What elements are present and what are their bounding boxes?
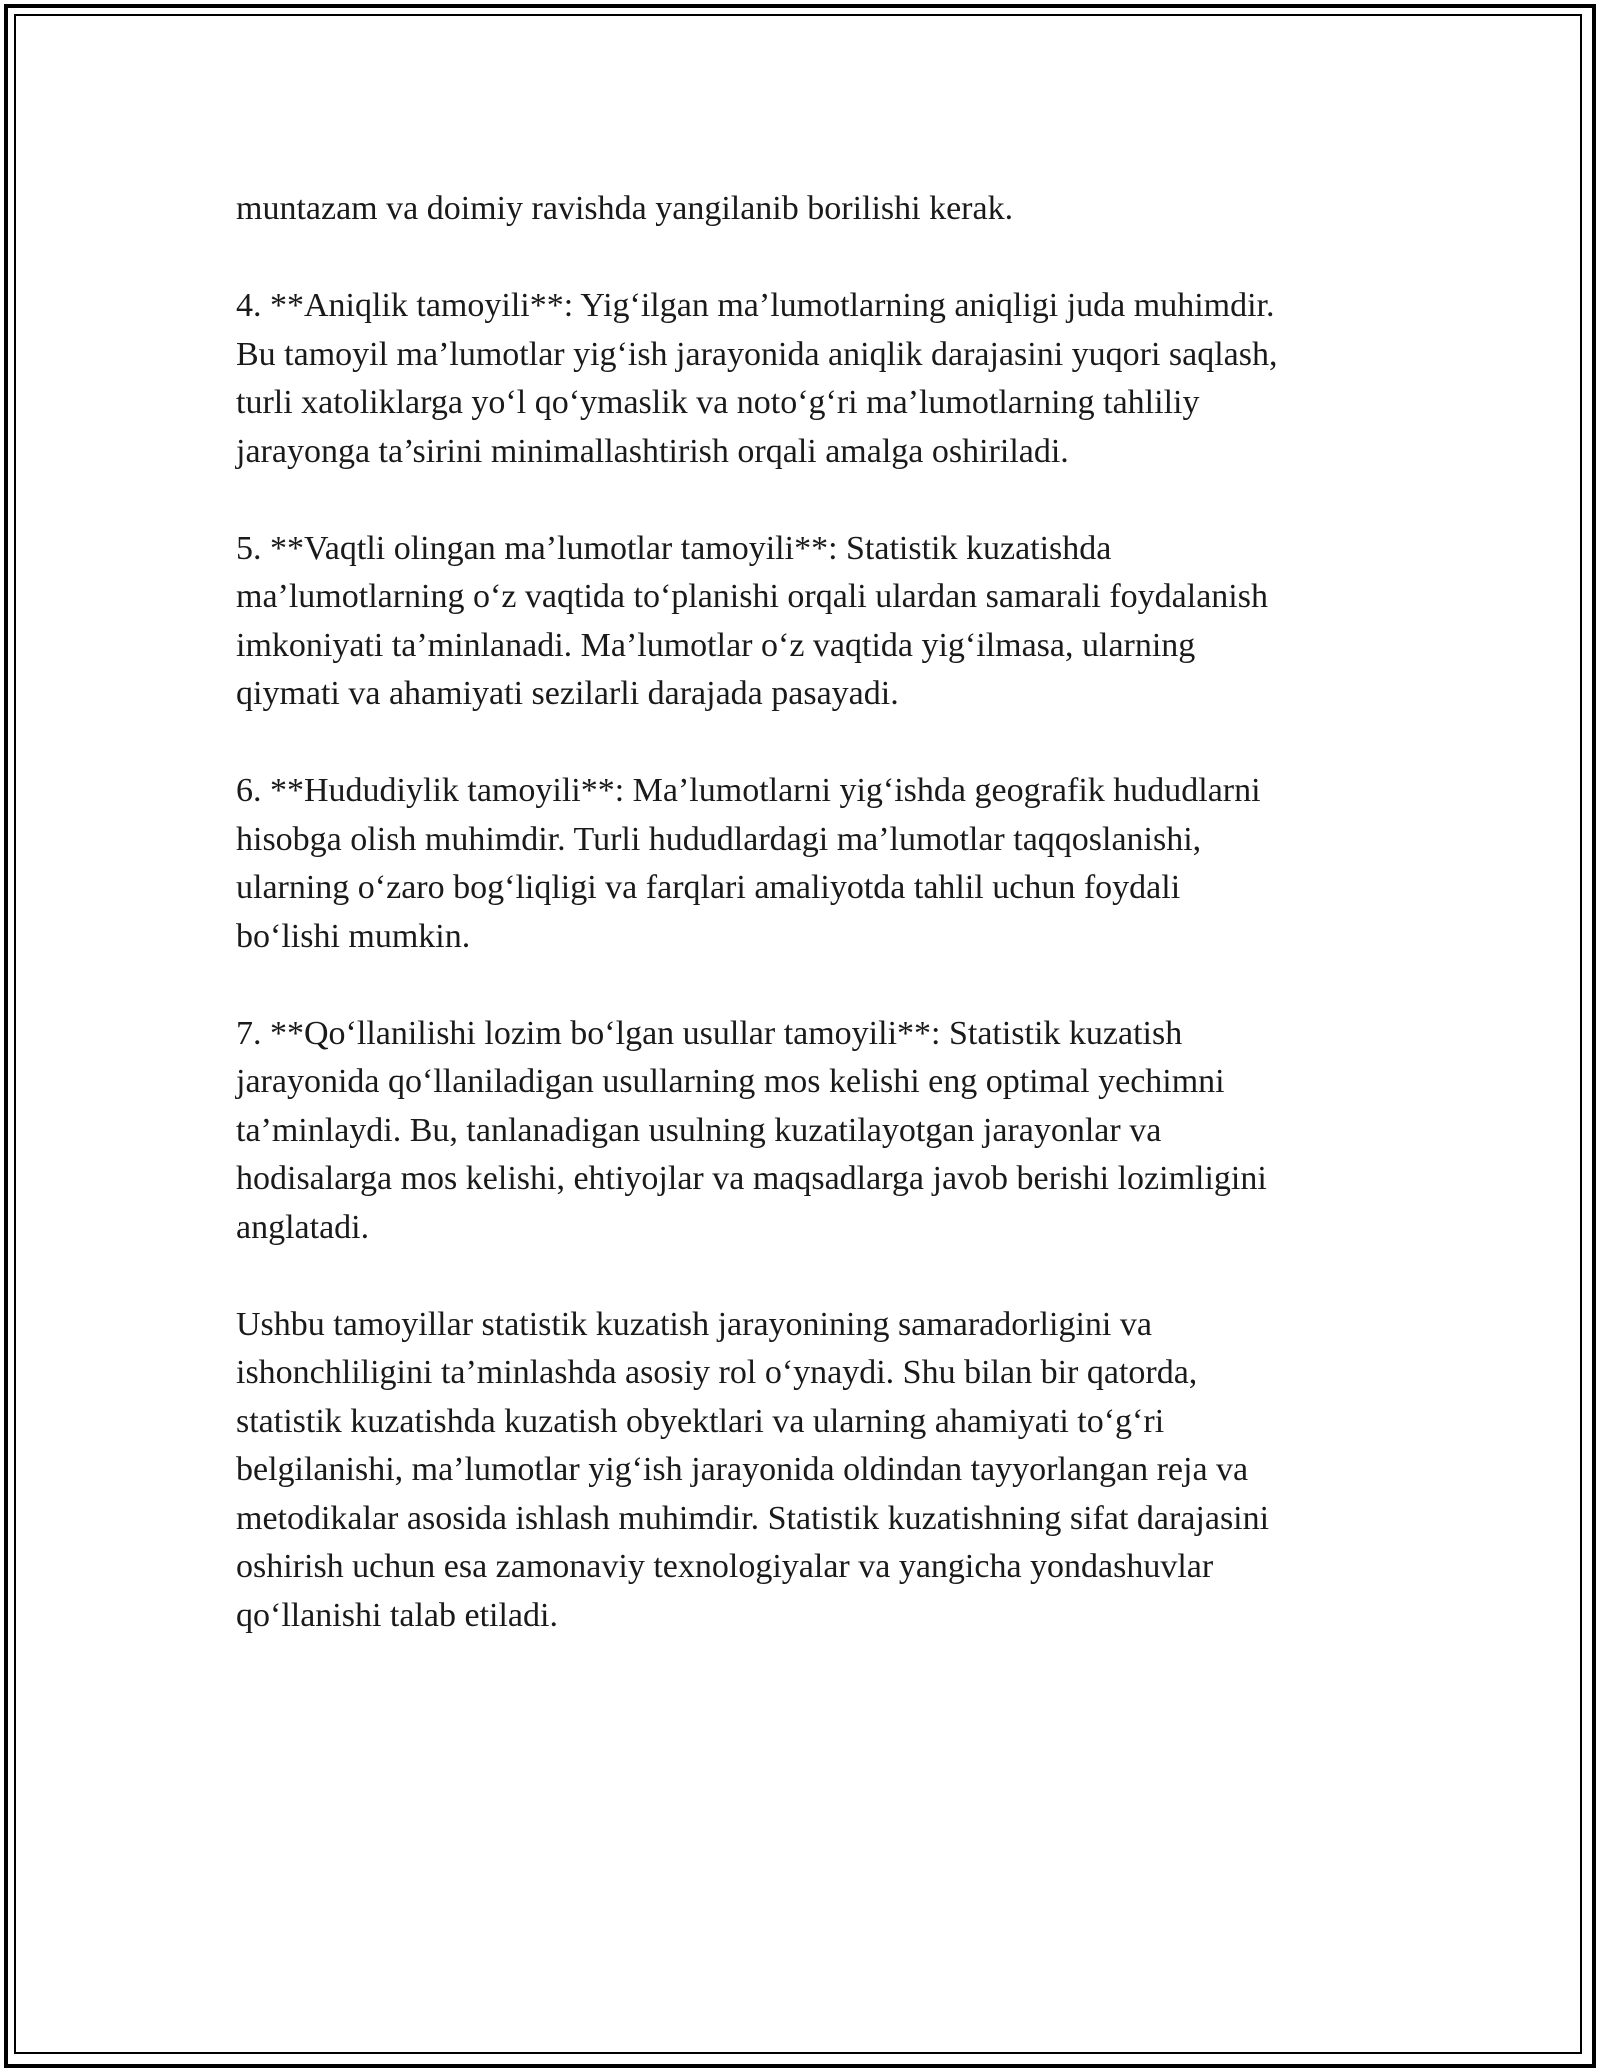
paragraph-vaqtli-tamoyili: 5. **Vaqtli olingan ma’lumotlar tamoyili**: Statistik kuzatishda ma’lumotlarning o‘z vaqtida to‘planishi orqali ulardan samarali foydalanish imkoniyati ta’minlanadi. Ma’lumotlar o‘z vaqtida yig‘ilmasa, ularning qiymati va ahamiyati sezilarli darajada pasayadi. (236, 529, 1268, 712)
paragraph-aniqlik-tamoyili: 4. **Aniqlik tamoyili**: Yig‘ilgan ma’lumotlarning aniqligi juda muhimdir. Bu tamoyil ma’lumotlar yig‘ish jarayonida aniqlik darajasini yuqori saqlash, turli xatoliklarga yo‘l qo‘ymaslik va noto‘g‘ri ma’lumotlarning tahliliy jarayonga ta’sirini minimallashtirish orqali amalga oshiriladi. (236, 287, 1278, 470)
document-body (236, 185, 1396, 1689)
paragraph-usullar-tamoyili: 7. **Qo‘llanilishi lozim bo‘lgan usullar tamoyili**: Statistik kuzatish jarayonida qo‘llaniladigan usullarning mos kelishi eng optimal yechimni ta’minlaydi. Bu, tanlanadigan usulning kuzatilayotgan jarayonlar va hodisalarga mos kelishi, ehtiyojlar va maqsadlarga javob berishi lozimligini anglatadi. (236, 1014, 1267, 1246)
paragraph-hududiylik-tamoyili: 6. **Hududiylik tamoyili**: Ma’lumotlarni yig‘ishda geografik hududlarni hisobga olish muhimdir. Turli hududlardagi ma’lumotlar taqqoslanishi, ularning o‘zaro bog‘liqligi va farqlari amaliyotda tahlil uchun foydali bo‘lishi mumkin. (236, 772, 1261, 955)
paragraph-conclusion: Ushbu tamoyillar statistik kuzatish jarayonining samaradorligini va ishonchliligini ta’minlashda asosiy rol o‘ynaydi. Shu bilan bir qatorda, statistik kuzatishda kuzatish obyektlari va ularning ahamiyati to‘g‘ri belgilanishi, ma’lumotlar yig‘ish jarayonida oldindan tayyorlangan reja va metodikalar asosida ishlash muhimdir. Statistik kuzatishning sifat darajasini oshirish uchun esa zamonaviy texnologiyalar va yangicha yondashuvlar qo‘llanishi talab etiladi. (236, 1305, 1270, 1634)
paragraph-continuation: muntazam va doimiy ravishda yangilanib borilishi kerak. (236, 190, 1014, 227)
